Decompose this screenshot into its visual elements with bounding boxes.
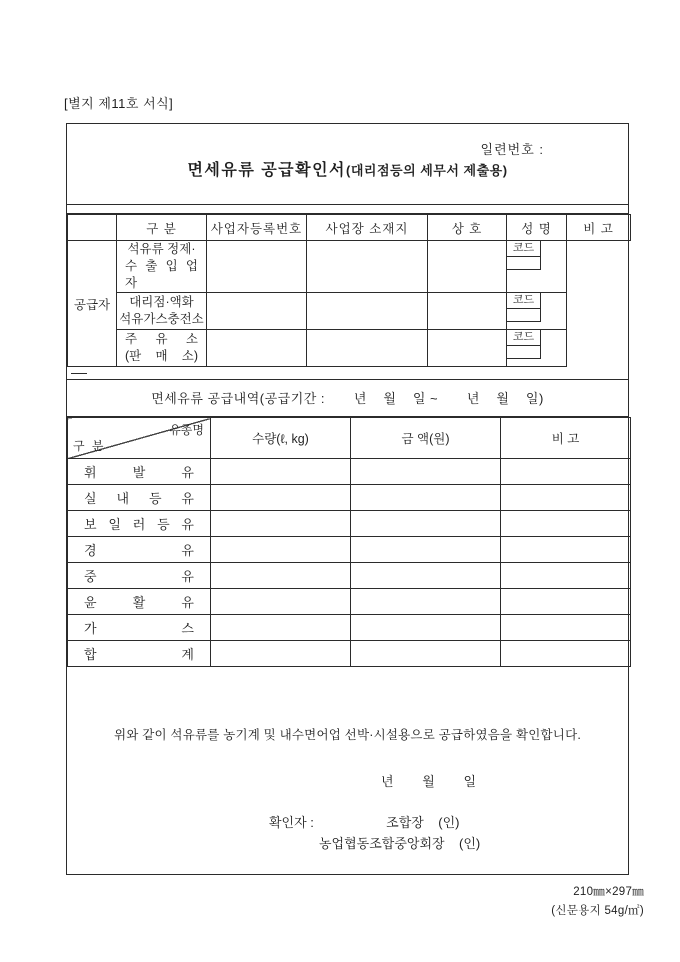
diagonal-corner-cell <box>68 418 211 459</box>
row-label: 실 내 등 유 <box>84 491 194 506</box>
form-title-main: 면세유류 공급확인서 <box>187 162 347 179</box>
row-indoor-kerosene <box>68 485 631 511</box>
cell-empty <box>207 293 307 330</box>
row-label: 경 유 <box>84 543 194 558</box>
row-heavy-oil <box>68 563 631 589</box>
cell-empty <box>207 330 307 367</box>
row-label: 중 유 <box>84 569 194 584</box>
col-header-trade-name: 상 호 <box>428 215 507 241</box>
cell-empty <box>501 641 631 667</box>
col-header-quantity: 수량(ℓ, kg) <box>211 418 351 459</box>
cell-empty <box>501 485 631 511</box>
supply-header-row <box>68 418 631 459</box>
cell-empty <box>307 241 428 293</box>
cell-empty <box>351 511 501 537</box>
code-value-box <box>507 346 540 359</box>
col-header-category: 구 분 <box>117 215 207 241</box>
row-gas <box>68 615 631 641</box>
row-label: 윤 활 유 <box>84 595 194 610</box>
code-subcell <box>507 293 541 322</box>
remarks-cell <box>507 330 567 367</box>
cell-empty <box>501 537 631 563</box>
cell-empty <box>351 589 501 615</box>
cell-empty <box>211 537 351 563</box>
row-gasoline <box>68 459 631 485</box>
cell-empty <box>428 293 507 330</box>
remarks-cell <box>507 241 567 293</box>
cell-empty <box>351 615 501 641</box>
row-boiler-kerosene <box>68 511 631 537</box>
form-number-label: [별지 제11호 서식] <box>64 96 174 111</box>
cell-empty <box>501 459 631 485</box>
cell-empty <box>307 293 428 330</box>
code-subcell <box>507 241 541 270</box>
row-label: 가 스 <box>84 621 194 636</box>
confirmation-statement: 위와 같이 석유류를 농기계 및 내수면어업 선박·시설용으로 공급하였음을 확인합니다. <box>113 728 582 742</box>
cell-empty <box>211 615 351 641</box>
cell-empty <box>351 641 501 667</box>
supplier-group-label: 공급자 <box>68 241 117 367</box>
spacer-strip <box>67 367 628 380</box>
supplier-row-refiner <box>68 241 631 293</box>
spacer-strip <box>67 205 628 214</box>
serial-number-label: 일련번호 : <box>480 142 544 157</box>
cell-empty <box>307 330 428 367</box>
cell-empty <box>501 511 631 537</box>
cell-empty <box>211 511 351 537</box>
row-total <box>68 641 631 667</box>
cell-empty <box>428 241 507 293</box>
form-title <box>67 157 628 180</box>
supply-detail-table <box>67 417 631 667</box>
confirmer-line-union-head: 확인자 : 조합장 (인) <box>269 815 460 830</box>
code-subcell <box>507 330 541 359</box>
cell-empty <box>351 485 501 511</box>
scan-dash-artifact <box>71 373 87 374</box>
row-label: 휘 발 유 <box>84 465 194 480</box>
row-label-agency: 대리점·액화 석유가스충전소 <box>117 293 207 330</box>
cell-empty <box>501 615 631 641</box>
row-label: 보 일 러 등 유 <box>84 517 194 532</box>
cell-empty <box>211 589 351 615</box>
supplier-row-agency <box>68 293 631 330</box>
supplier-row-gas-station <box>68 330 631 367</box>
cell-empty <box>211 485 351 511</box>
code-value-box <box>507 309 540 322</box>
row-label-gas-station: 주 유 소 (판 매 소) <box>117 330 207 367</box>
confirmer-line-federation-chairman: 농업협동조합중앙회장 (인) <box>319 836 481 851</box>
col-header-remarks: 비 고 <box>567 215 631 241</box>
col-header-business-address: 사업장 소재지 <box>307 215 428 241</box>
col-header-business-reg-no: 사업자등록번호 <box>207 215 307 241</box>
cell-empty <box>501 589 631 615</box>
cell-empty <box>207 241 307 293</box>
code-value-box <box>507 257 540 270</box>
row-lubricant <box>68 589 631 615</box>
cell-empty <box>211 563 351 589</box>
col-header-name: 성 명 <box>507 215 567 241</box>
paper-size-label: 210㎜×297㎜ <box>573 886 644 898</box>
cell-empty <box>501 563 631 589</box>
supplier-corner-cell <box>68 215 117 241</box>
signature-date-line: 년 월 일 <box>381 774 478 789</box>
remarks-cell <box>507 293 567 330</box>
corner-label-category: 구 분 <box>73 439 106 453</box>
row-label: 합 계 <box>84 647 194 662</box>
cell-empty <box>351 537 501 563</box>
code-label: 코드 <box>507 293 540 309</box>
code-label: 코드 <box>507 241 540 257</box>
supplier-header-row <box>68 215 631 241</box>
col-header-remarks: 비 고 <box>501 418 631 459</box>
supply-detail-section-title: 면세유류 공급내역(공급기간 : 년 월 일 ~ 년 월 일) <box>67 380 628 417</box>
code-label: 코드 <box>507 330 540 346</box>
title-section <box>67 124 628 205</box>
corner-label-oil-type: 유종명 <box>169 423 204 437</box>
form-title-sub: (대리점등의 세무서 제출용) <box>346 163 508 178</box>
cell-empty <box>211 641 351 667</box>
confirmation-section <box>67 667 628 874</box>
cell-empty <box>351 459 501 485</box>
form-outer-border <box>66 123 629 875</box>
row-label-refiner: 석유류 정제· 수 출 입 업 자 <box>117 241 207 293</box>
col-header-amount: 금 액(원) <box>351 418 501 459</box>
cell-empty <box>351 563 501 589</box>
cell-empty <box>428 330 507 367</box>
paper-type-label: (신문용지 54g/㎡) <box>551 904 644 917</box>
supplier-table <box>67 214 631 367</box>
cell-empty <box>211 459 351 485</box>
row-diesel <box>68 537 631 563</box>
paper-spec-footer <box>551 883 644 921</box>
